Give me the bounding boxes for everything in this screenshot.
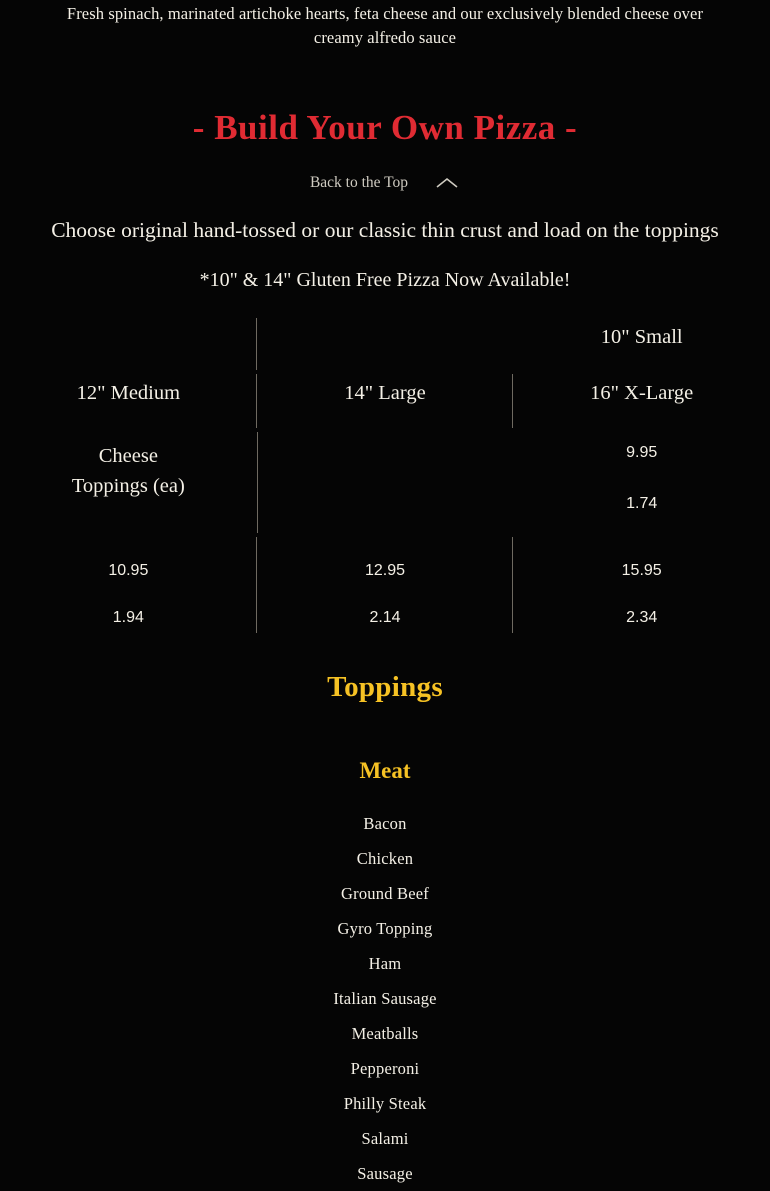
price-small-topping: 1.74 — [626, 494, 658, 512]
xlarge-prices-cell — [513, 535, 770, 635]
item-label-toppings: Toppings (ea) — [71, 474, 185, 497]
list-item: Gyro Topping — [337, 918, 433, 938]
crust-description: Choose original hand-tossed or our classic thin crust and load on the toppings — [51, 217, 719, 242]
gluten-free-note: *10" & 14" Gluten Free Pizza Now Available! — [199, 268, 571, 291]
size-label-small: 10" Small — [600, 325, 683, 348]
list-item: Chicken — [356, 848, 414, 868]
item-label-cheese: Cheese — [98, 444, 158, 467]
small-price-cell — [257, 430, 514, 535]
size-header-small — [513, 316, 770, 372]
list-item: Ground Beef — [341, 883, 429, 903]
price-small-cheese: 9.95 — [626, 443, 658, 461]
price-medium-cheese: 10.95 — [108, 561, 149, 579]
size-header-row-bottom — [0, 372, 770, 430]
list-item: Sausage — [357, 1163, 413, 1183]
size-header-row-top — [0, 316, 770, 372]
price-xlarge-topping: 2.34 — [626, 608, 658, 626]
list-item: Pepperoni — [350, 1058, 420, 1078]
size-label-large: 14" Large — [344, 381, 426, 404]
price-xlarge-cheese: 15.95 — [621, 561, 662, 579]
item-names-cell — [0, 430, 257, 535]
toppings-heading: Toppings — [327, 670, 443, 703]
item-names-row — [0, 430, 770, 535]
price-medium-topping: 1.94 — [112, 608, 144, 626]
list-item: Salami — [361, 1128, 409, 1148]
size-header-medium — [0, 372, 257, 430]
list-item: Meatballs — [351, 1023, 419, 1043]
back-to-top-link[interactable] — [0, 174, 770, 192]
pizza-description — [0, 0, 770, 50]
price-values-row — [0, 535, 770, 635]
meat-heading: Meat — [359, 757, 411, 783]
size-header-large — [257, 372, 514, 430]
medium-prices-cell — [0, 535, 257, 635]
list-item: Ham — [368, 953, 402, 973]
page-title: - Build Your Own Pizza - — [192, 107, 578, 147]
meat-topping-list — [0, 806, 770, 1191]
chevron-up-icon[interactable] — [434, 175, 460, 191]
list-item: Italian Sausage — [333, 988, 437, 1008]
price-large-cheese: 12.95 — [364, 561, 406, 579]
size-header-blank-mid — [257, 316, 514, 372]
list-item: Bacon — [363, 813, 407, 833]
price-large-topping: 2.14 — [369, 608, 401, 626]
small-prices-cell — [513, 430, 770, 535]
back-to-top-label: Back to the Top — [309, 173, 409, 191]
pizza-description-line-1: Fresh spinach, marinated artichoke hearts, feta cheese and our exclusively blended cheese over — [66, 4, 704, 23]
size-header-xlarge — [513, 372, 770, 430]
size-label-medium: 12" Medium — [76, 381, 181, 404]
list-item: Philly Steak — [343, 1093, 427, 1113]
pizza-description-line-2: creamy alfredo sauce — [313, 27, 457, 47]
pizza-price-table — [0, 316, 770, 635]
size-header-blank-left — [0, 316, 257, 372]
large-prices-cell — [257, 535, 514, 635]
size-label-xlarge: 16" X-Large — [590, 381, 694, 404]
